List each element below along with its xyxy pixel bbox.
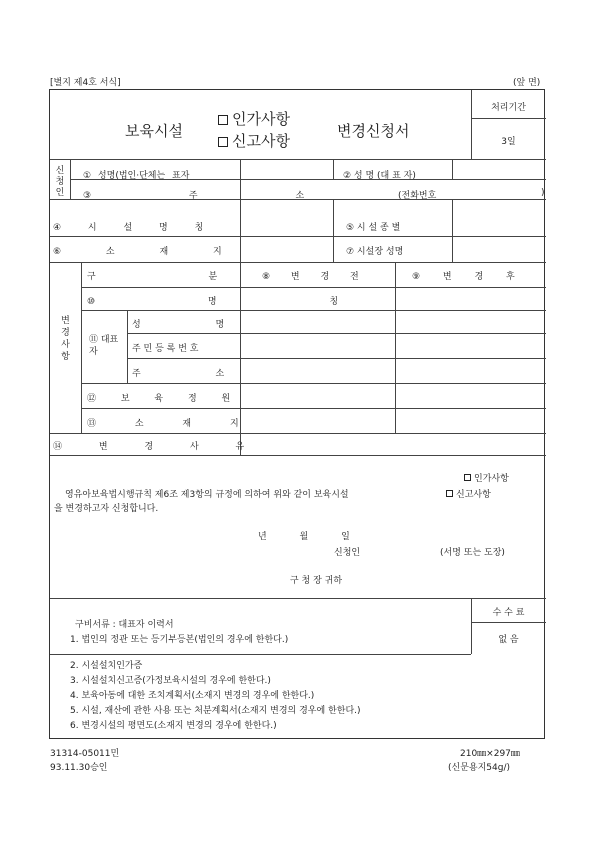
processing-period-value: 3일 [501,137,516,147]
title-option-approval: 인가사항 [218,108,290,129]
facility-location-field[interactable] [241,237,332,261]
checkbox-decl-approval[interactable] [464,474,471,481]
declaration-date: 년 월 일 [258,532,350,542]
facility-name-field[interactable] [241,200,332,235]
changes-section-label: 변경사항 [61,316,70,362]
declaration-text-1: 영유아보육법시행규칙 제6조 제3항의 규정에 의하여 위와 같이 보육시설 [65,490,349,500]
change-rep-address-label: 주 소 [132,369,225,379]
change-rep-name-before-field[interactable] [241,311,394,332]
rep-name-label: ② 성 명 (대 표 자) [343,171,416,181]
phone-label: (전화번호 [398,191,437,201]
facility-type-label: ⑤ 시 설 종 별 [346,223,401,233]
document-item: 5. 시설, 재산에 관한 사용 또는 처분계획서(소재지 변경의 경우에 한한다.) [70,706,361,716]
change-location-before-field[interactable] [241,409,394,432]
documents-heading: 구비서류 : 대표자 이력서 [75,620,174,630]
footer-approval: 93.11.30승인 [50,763,108,773]
fee-value: 없 음 [498,635,519,645]
declaration-text-2: 을 변경하고자 신청합니다. [54,504,159,514]
document-item: 2. 시설설치인가증 [70,661,143,671]
after-label: ⑨ 변 경 후 [412,272,515,282]
checkbox-decl-report[interactable] [446,490,453,497]
declaration-applicant: 신청인 [334,548,361,558]
change-rep-name-label: 성 명 [132,320,225,330]
facility-head-label: ⑦ 시설장 성명 [346,247,404,257]
title-option-report: 신고사항 [218,130,290,151]
rep-group-label: ⑪ 대표자 [89,335,119,357]
change-location-label: ⑬ 소 재 지 [87,419,239,429]
document-item: 1. 법인의 정관 또는 등기부등본(법인의 경우에 한한다.) [70,635,289,645]
applicant-section-label: 신청인 [55,166,65,198]
form-number: [별지 제4호 서식] [50,78,121,88]
footer-code: 31314-05011민 [50,749,120,759]
reason-field[interactable] [241,434,545,454]
reason-label: ⑭ 변 경 사 유 [53,442,245,452]
declaration-addressee: 구 청 장 귀하 [290,576,343,586]
change-rep-id-label: 주 민 등 록 번 호 [132,344,199,354]
checkbox-report[interactable] [218,137,228,147]
checkbox-approval[interactable] [218,115,228,125]
change-rep-id-after-field[interactable] [396,334,545,357]
capacity-after-field[interactable] [396,384,545,407]
change-location-after-field[interactable] [396,409,545,432]
application-form [49,89,545,739]
page-side: (앞 면) [513,78,541,88]
address-field[interactable] [241,180,545,198]
change-name-before-field[interactable] [241,288,394,309]
address-label: ③ 주 소 [83,191,305,201]
footer-paper: (신문용지54g/) [448,763,510,773]
capacity-label: ⑫ 보 육 정 원 [87,394,231,404]
phone-close: ) [541,188,545,198]
fee-label: 수 수 료 [492,608,525,618]
footer-size: 210㎜×297㎜ [460,749,520,759]
rep-name-field[interactable] [453,160,545,178]
change-rep-address-after-field[interactable] [396,359,545,382]
processing-period-label: 처리기간 [491,103,526,113]
name-corp-label: ① 성명(법인·단체는 표자 [83,171,190,181]
title-suffix: 변경신청서 [337,122,410,140]
change-rep-address-before-field[interactable] [241,359,394,382]
change-name-after-field[interactable] [396,288,545,309]
declaration-signature: (서명 또는 도장) [440,548,505,558]
document-item: 3. 시설설치신고증(가정보육시설의 경우에 한한다.) [70,676,271,686]
name-corp-field[interactable] [241,160,332,178]
document-item: 6. 변경시설의 평면도(소재지 변경의 경우에 한한다.) [70,721,277,731]
facility-name-label: ④ 시 설 명 칭 [53,223,204,233]
facility-location-label: ⑥ 소 재 지 [53,247,222,257]
facility-type-field[interactable] [453,200,545,235]
change-name-label: ⑩ 명 칭 [87,297,339,307]
change-rep-name-after-field[interactable] [396,311,545,332]
before-label: ⑧ 변 경 전 [262,272,359,282]
change-rep-id-before-field[interactable] [241,334,394,357]
declaration-option-report: 신고사항 [446,487,491,500]
capacity-before-field[interactable] [241,384,394,407]
declaration-option-approval: 인가사항 [464,471,509,484]
category-label: 구 분 [87,272,218,282]
document-item: 4. 보육아동에 대한 조치계획서(소재지 변경의 경우에 한한다.) [70,691,315,701]
title-facility: 보육시설 [125,122,183,140]
facility-head-field[interactable] [453,237,545,261]
